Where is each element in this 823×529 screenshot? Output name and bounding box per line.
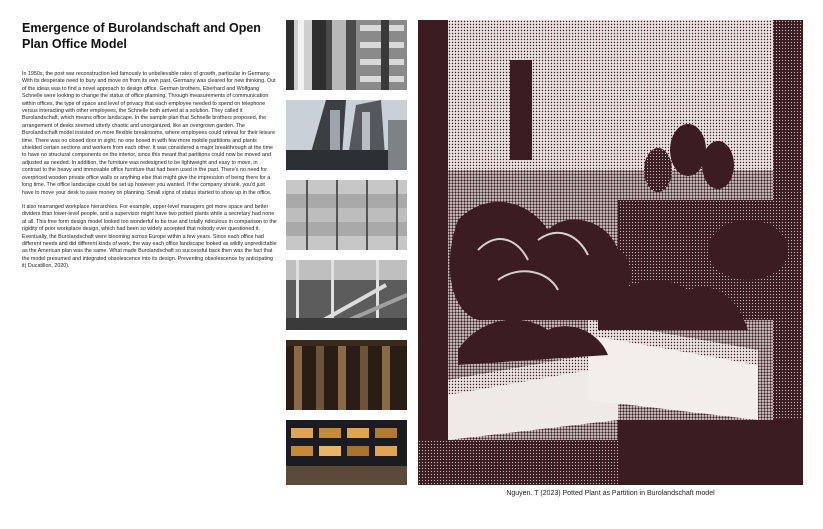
lloyds-building-exterior-photo (286, 100, 407, 170)
page-title: Emergence of Burolandschaft and Open Plan Office Model (22, 21, 261, 51)
night-facade-windows-photo (286, 420, 407, 485)
photo-caption: Nguyen. T (2023) Potted Plant as Partition in Burolandschaft model (506, 490, 715, 497)
body-text (22, 71, 277, 278)
atrium-escalators-photo (286, 260, 407, 330)
paragraph-2: It also rearranged workplace hierarchies. For example, upper-level managers got more space and better dividers than lower-level people, and a supervisor might have two potted plants while a secretary had none at all. This free form design model looked too wonderful to be true and totally ridiculous in comparison to the rigidity of prior workplace design, which had been so widely accepted that nobody ever questioned it. Eventually, the Burolandschaft were blooming across Europe within a few years. Since each office had different needs and did different kinds of work, the way each office landscape looked as wildly unpredictable as the American plan was the same. What made Burolandschaft so successful back then was the fact that the model presumed and integrated obsolescence into its design. Preventing obsolescence by anticipating it( Ducatillon, 2020). (22, 203, 277, 270)
burolandschaft-office-halftone-photo (418, 20, 803, 485)
dark-columns-interior-photo (286, 340, 407, 410)
glass-curtain-wall-photo (286, 180, 407, 250)
steel-pipes-facade-photo (286, 20, 407, 90)
paragraph-1: In 1950s, the post war reconstruction led famously to unbelievable rates of growth, particular in Germany. With its desperate need to bury and move on from its own past, Germany was cleared for new thinking. Out of the ideas was to find a novel approach to design office. German brothers, Eberhard and Wolfgang Schnelle were looking to change the status of office planning. Through measurements of communication within offices, the type of space and level of privacy that each employee needed to spend on telephone versus interacting with other employees, the Schnelle both arrived at a solution. They called it Burolandschaft, which means office landscape. In the sample plan that Schnelle brothers proposed, the arrangement of desks seemed utterly chaotic and unorganized, like an overgrown garden. The Burolandschaft model insisted on more flexible breakrooms, where employees could retreat for their leisure time. There was no closed door in sight, no one boxed in with few more mobile partitions and plants shielded certain sections and workers from each other. It was considered a major breakthrough at the time to have no structural components on the interior, since this meant that partitions could now be moved and adjusted as needed. In addition, the furniture was redesigned to be lightweight and easy to move, in contrast to the heavy and immovable office furniture that had been used in the past. There's no need for overpriced wooden private office walls or anything else that might give the impression of being there for a long time. The office landscape could be set up however you wanted. If the company shrank, you'd just have to move your desk to save money on planning. Small signs of status started to show up in the office. (22, 71, 276, 196)
